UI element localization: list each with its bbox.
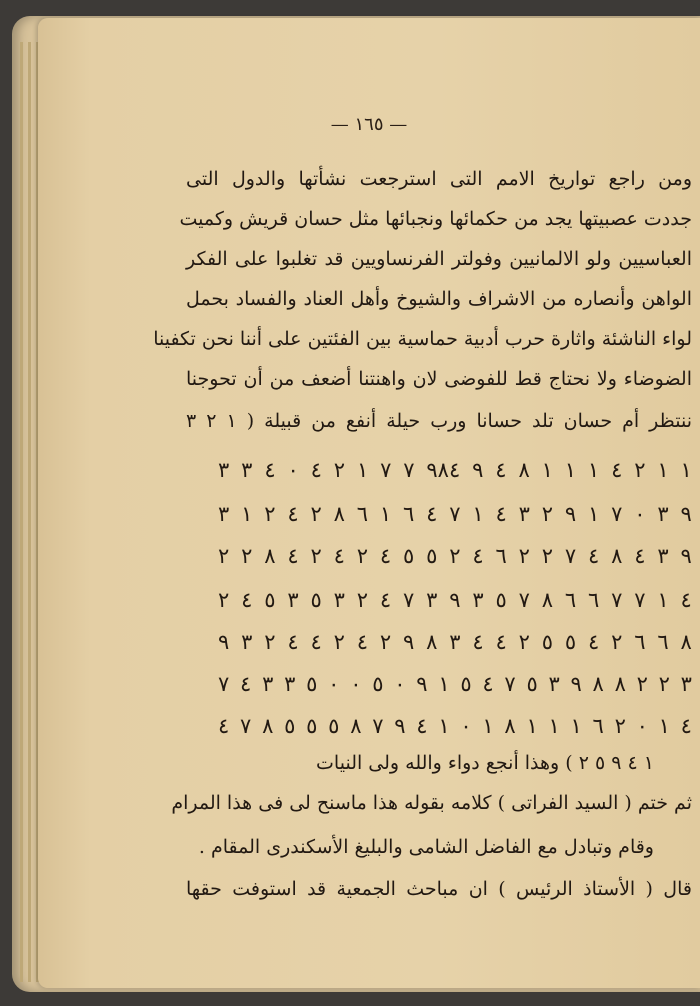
number-row: ٨ ٦ ٦ ٢ ٤ ٥ ٥ ٢ ٤ ٤ ٣ ٨ ٩ ٢ ٤ ٢ ٤ ٤ ٢ ٣ ٩ [218, 630, 692, 654]
text-line: وقام وتبادل مع الفاضل الشامى والبليغ الأسكندرى المقام . [198, 836, 654, 858]
text-line: جددت عصبيتها يجد من حكمائها ونجبائها مثل حسان قريش وكميت [179, 208, 692, 230]
text-line: لواء الناشئة واثارة حرب أدبية حماسية بين الفئتين على أننا نحن تكفينا [153, 328, 692, 350]
text-line: الضوضاء ولا نحتاج قط للفوضى لان واهنتنا أضعف من أن تحوجنا [186, 368, 692, 390]
page-edge [20, 42, 23, 982]
number-row: ١ ١ ٢ ٤ ١ ١ ١ ٨ ٤ ٩ ٩٨٤ ٧ ٧ ١ ٢ ٤ ٠ ٤ ٣ ٣ [218, 458, 692, 482]
page-edge [28, 42, 31, 982]
text-line: ومن راجع تواريخ الامم التى استرجعت نشأتها والدول التى [186, 168, 692, 190]
book-page [38, 18, 700, 988]
number-row: ٩ ٣ ٤ ٨ ٤ ٧ ٢ ٢ ٦ ٤ ٢ ٥ ٥ ٤ ٢ ٤ ٢ ٤ ٨ ٢ ٢ [218, 544, 692, 568]
number-row: ٩ ٣ ٠ ٧ ١ ٩ ٢ ٣ ٤ ١ ٧ ٤ ٦ ١ ٦ ٨ ٢ ٤ ٢ ١ ٣ [218, 502, 692, 526]
number-row: ٣ ٢ ٢ ٨ ٨ ٩ ٣ ٥ ٧ ٤ ٥ ١ ٩ ٠ ٥ ٠ ٠ ٥ ٣ ٣ ٤ ٧ [218, 672, 692, 696]
text-line: ثم ختم ( السيد الفراتى ) كلامه بقوله هذا ماسنح لى فى هذا المرام [171, 792, 692, 814]
page-number: — ١٦٥ — [330, 114, 408, 135]
number-row: ٤ ١ ٧ ٧ ٦ ٦ ٨ ٧ ٥ ٣ ٩ ٣ ٧ ٤ ٢ ٣ ٥ ٣ ٥ ٤ ٢ [218, 588, 692, 612]
text-line: قال ( الأستاذ الرئيس ) ان مباحث الجمعية قد استوفت حقها [186, 878, 692, 900]
text-line: العباسيين ولو الالمانيين وفولتر الفرنساويين قد تغلبوا على الفكر [186, 248, 692, 270]
closing-line: ١ ٤ ٩ ٥ ٢ ) وهذا أنجع دواء والله ولى النيات [316, 752, 654, 774]
number-row: ٤ ١ ٠ ٢ ٦ ١ ١ ١ ٨ ١ ٠ ١ ٤ ٩ ٧ ٨ ٥ ٥ ٥ ٨ ٧ ٤ [218, 714, 692, 738]
text-line: الواهن وأنصاره من الاشراف والشيوخ وأهل العناد والفساد بحمل [186, 288, 692, 310]
text-line: ننتظر أم حسان تلد حسانا ورب حيلة أنفع من قبيلة ( ١ ٢ ٣ [186, 410, 692, 432]
